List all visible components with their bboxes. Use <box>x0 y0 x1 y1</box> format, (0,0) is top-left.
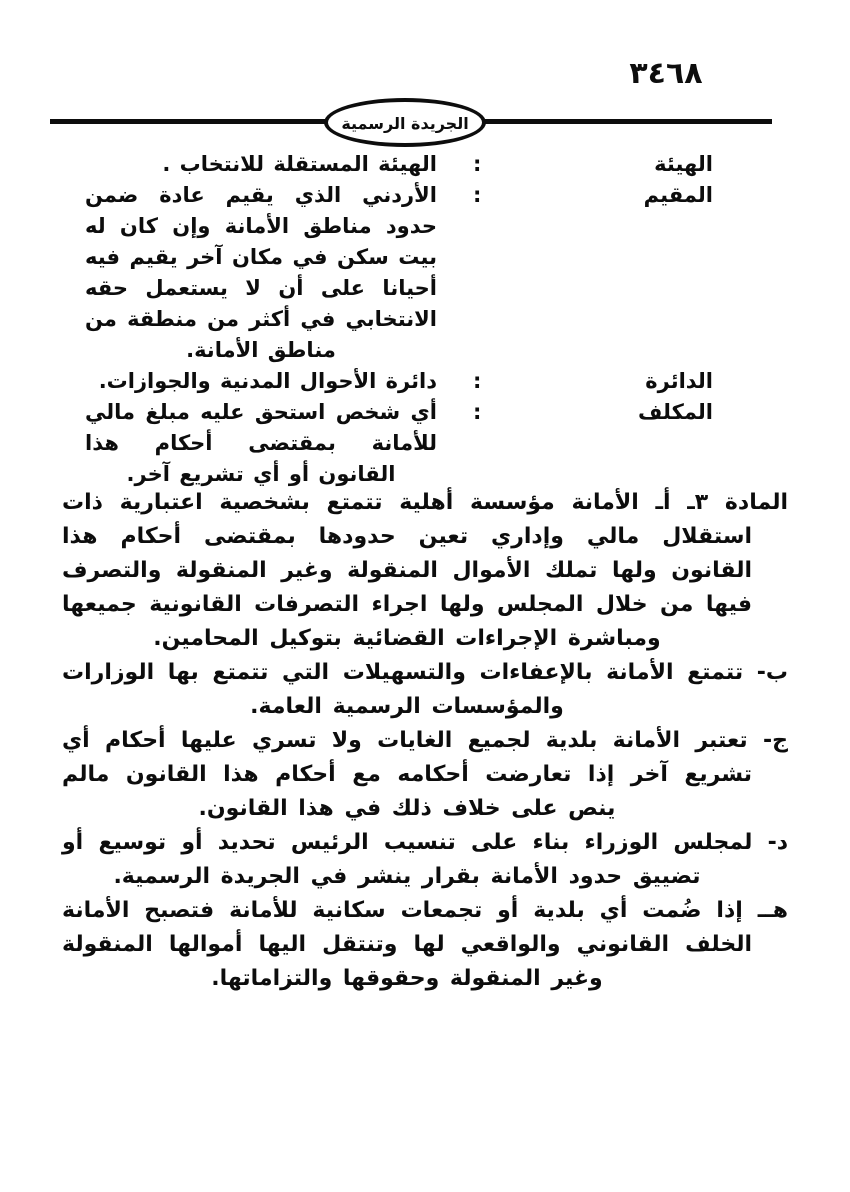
page-number: ٣٤٦٨ <box>629 56 703 91</box>
definition-text: الهيئة المستقلة للانتخاب . <box>162 152 437 176</box>
definition-text: أي شخص استحق عليه مبلغ مالي للأمانة بمقتضى أحكام هذا القانون أو أي تشريع آخر. <box>85 400 437 486</box>
definition-term: الدائرة <box>645 369 713 393</box>
masthead-oval <box>324 98 486 147</box>
definition-separator: : <box>473 400 482 424</box>
definition-row <box>85 366 713 397</box>
article-paragraph: د- لمجلس الوزراء بناء على تنسيب الرئيس تحديد أو توسيع أو تضييق حدود الأمانة بقرار ينشر في الجريدة الرسمية. <box>62 830 788 889</box>
definition-text: الأردني الذي يقيم عادة ضمن حدود مناطق الأمانة وإن كان له بيت سكن في مكان آخر يقيم فيه أحيانا على أن لا يستعمل حقه الانتخابي في أكثر من منطقة من مناطق الأمانة. <box>85 183 437 362</box>
definitions-list <box>85 149 713 490</box>
definition-term: المكلف <box>638 400 713 424</box>
article-paragraph: ج- تعتبر الأمانة بلدية لجميع الغايات ولا تسري عليها أحكام أي تشريع آخر إذا تعارضت أحكامه مع أحكام هذا القانون مالم ينص على خلاف ذلك في هذا القانون. <box>62 728 788 821</box>
article-3-body <box>62 486 788 996</box>
article-paragraph: هــ إذا ضُمت أي بلدية أو تجمعات سكانية للأمانة فتصبح الأمانة الخلف القانوني والواقعي لها وتنتقل اليها أموالها المنقولة وغير المنقولة وحقوقها والتزاماتها. <box>62 898 788 991</box>
definition-text: دائرة الأحوال المدنية والجوازات. <box>98 369 437 393</box>
masthead-title: الجريدة الرسمية <box>341 114 469 133</box>
definition-row <box>85 397 713 490</box>
definition-row <box>85 149 713 180</box>
article-paragraph: المادة ٣ـ أـ الأمانة مؤسسة أهلية تتمتع بشخصية اعتبارية ذات استقلال مالي وإداري تعين حدودها بمقتضى أحكام هذا القانون ولها تملك الأموال المنقولة وغير المنقولة والتصرف فيها من خلال المجلس ولها اجراء التصرفات القانونية جميعها ومباشرة الإجراءات القضائية بتوكيل المحامين. <box>62 490 789 651</box>
definition-term: المقيم <box>643 183 713 207</box>
article-paragraph: ب- تتمتع الأمانة بالإعفاءات والتسهيلات التي تتمتع بها الوزارات والمؤسسات الرسمية العامة. <box>62 660 788 719</box>
definition-separator: : <box>473 183 482 207</box>
definition-separator: : <box>473 152 482 176</box>
definition-term: الهيئة <box>654 152 713 176</box>
definition-separator: : <box>473 369 482 393</box>
definition-row <box>85 180 713 366</box>
